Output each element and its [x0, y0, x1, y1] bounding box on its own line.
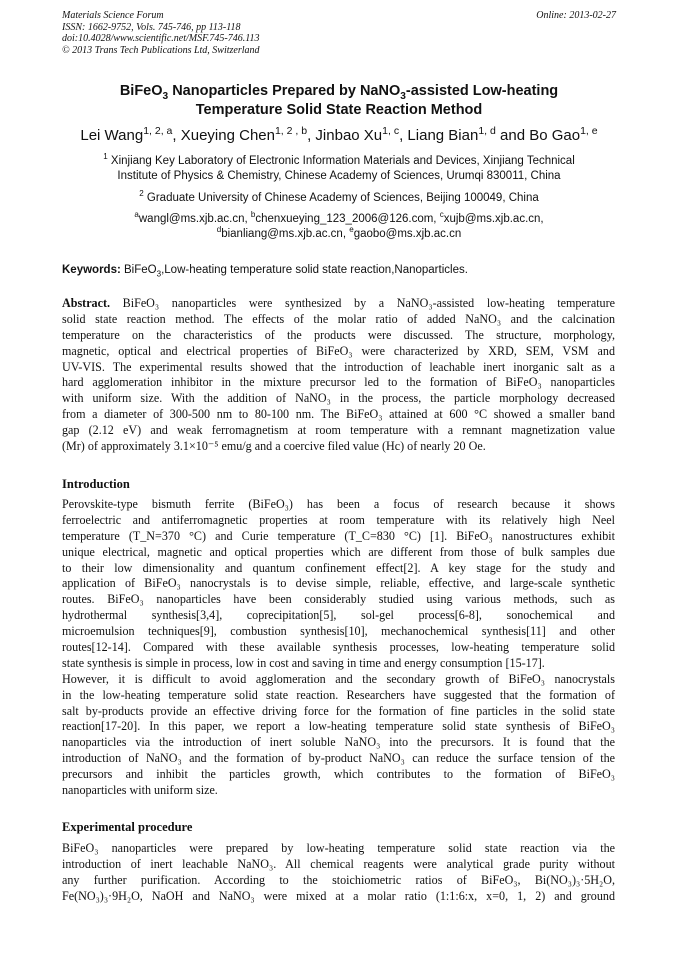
author: Liang Bian$^{1, d}$ and: [407, 125, 530, 144]
paper-title: [40, 82, 638, 120]
experimental-line: Fe(NO₃)₃·9H₂O, NaOH and NaNO₃ were mixed at a molar ratio (1:1:6:x, x=0, 1, 2) and ground: [62, 888, 615, 903]
intro-line: ferroelectric and antiferromagnetic properties at room temperature with its relatively high Neel: [62, 512, 615, 527]
intro-line: However, it is difficult to avoid agglomeration and the secondary growth of BiFeO₃ nanocrystals: [62, 671, 615, 686]
abstract-line: UV-VIS. The experimental results showed that the introduction of leachable inert inorganic salt as a: [62, 359, 615, 374]
intro-line: precursors and inhibit the particles growth, which contributes to the formation of BiFeO₃: [62, 767, 615, 782]
intro-line: microemulsion techniques[9], combustion synthesis[10], mechanochemical synthesis[11] and other: [62, 624, 615, 639]
copyright-line: © 2013 Trans Tech Publications Ltd, Switzerland: [62, 44, 260, 56]
abstract-line: Abstract. BiFeO₃ nanoparticles were synthesized by a NaNO₃-assisted low-heating temperature: [62, 296, 615, 310]
keywords-label: Keywords:: [62, 264, 121, 276]
abstract-line: hard agglomeration inhibitor in the mixture precursor led to the formation of BiFeO₃ nanoparticles: [62, 375, 615, 390]
author: Bo Gao$^{1, e}$: [529, 125, 598, 144]
intro-line: routes[12-14]. Compared with these available synthesis processes, low-heating temperature solid: [62, 640, 615, 655]
online-date: Online: 2013-02-27: [536, 10, 616, 21]
intro-line: nanoparticles with uniform size.: [62, 783, 218, 798]
affiliation-1: $^1$ Xinjiang Key Laboratory of Electronic Information Materials and Devices, Xinjiang Technical Institute of Physics & Chemistry, Chinese Academy of Sciences, Urumqi 830011, China: [103, 152, 575, 182]
affiliation-2: $^2$ Graduate University of Chinese Academy of Sciences, Beijing 100049, China: [139, 189, 539, 204]
introduction-heading: Introduction: [62, 477, 130, 491]
intro-line: hydrothermal synthesis[3,4], coprecipitation[5], sol-gel process[6-8], sonochemical and: [62, 608, 615, 623]
intro-line: Perovskite-type bismuth ferrite (BiFeO₃) has been a focus of research because it shows: [62, 497, 615, 511]
abstract-line: solid state reaction method. The effects of the molar ratio of added NaNO₃ and the calcination: [62, 311, 615, 326]
intro-line: nanoparticles via the introduction of inert soluble NaNO₃ into the precursors. It is found that the: [62, 735, 615, 750]
author-list: [20, 126, 658, 146]
author: Lei Wang$^{1, 2, a}$,: [80, 125, 181, 144]
intro-line: salt by-products provide an effective driving force for the formation of fine particles in the solid state: [62, 703, 615, 718]
journal-name: Materials Science Forum: [62, 10, 164, 21]
email-link[interactable]: bianliang@ms.xjb.ac.cn,: [221, 228, 350, 240]
intro-line: state synthesis is simple in process, low in cost and saving in time and energy consumption [15-17].: [62, 655, 545, 670]
experimental-line: introduction of inert leachable NaNO₃. All chemical reagents were analytical grade purity without: [62, 856, 615, 871]
introduction-body: [62, 497, 615, 799]
experimental-body: [62, 841, 615, 905]
email-link[interactable]: xujb@ms.xjb.ac.cn,: [443, 213, 544, 225]
intro-line: introduction of NaNO₃ and the formation of by-product NaNO₃ can reduce the surface tension of the: [62, 751, 615, 766]
abstract-line: from a diameter of 300-500 nm to 80-100 nm. The BiFeO₃ attained at 600 °C showed a smaller band: [62, 407, 615, 422]
email-list: $^a$wangl@ms.xjb.ac.cn, $^b$chenxueying_123_2006@126.com, $^c$xujb@ms.xjb.ac.cn, $^d$bianliang@ms.xjb.ac.cn, $^e$gaobo@ms.xjb.ac.cn: [134, 210, 544, 240]
email-link[interactable]: gaobo@ms.xjb.ac.cn: [353, 228, 462, 240]
abstract-line: temperature on the characteristics of the products were discussed. The structure, morphology,: [62, 327, 615, 342]
email-link[interactable]: chenxueying_123_2006@126.com,: [255, 213, 440, 225]
experimental-line: any further purification. According to the stoichiometric ratios of BiFeO₃, Bi(NO₃)₃·5H₂O,: [62, 872, 615, 887]
doi-line[interactable]: doi:10.4028/www.scientific.net/MSF.745-746.113: [62, 33, 260, 44]
intro-line: to their low dimensionality and quantum confinement effect[2]. A key stage for the study and: [62, 560, 615, 575]
email-link[interactable]: wangl@ms.xjb.ac.cn,: [138, 213, 251, 225]
abstract-line: with uniform size. With the addition of NaNO₃ in the process, the particle morphology decreased: [62, 391, 615, 406]
issn-line: ISSN: 1662-9752, Vols. 745-746, pp 113-118: [62, 21, 241, 33]
abstract-line: (Mr) of approximately 3.1×10⁻⁵ emu/g and a coercive filed value (Hc) of nearly 20 Oe.: [62, 439, 486, 454]
experimental-heading: Experimental procedure: [62, 820, 193, 834]
author: Xueying Chen$^{1, 2 , b}$,: [180, 125, 316, 144]
intro-line: in the low-heating temperature solid state reaction. Researchers have suggested that the formation of: [62, 687, 615, 702]
title-line-2: Temperature Solid State Reaction Method: [195, 102, 483, 118]
abstract-line: gap (2.12 eV) and weak ferromagnetism at room temperature with a remnant magnetization value: [62, 423, 615, 438]
intro-line: unique electrical, magnetic and optical properties which are different from those of bulk samples due: [62, 544, 615, 559]
abstract-line: magnetic, optical and electrical properties of BiFeO₃ were characterized by XRD, SEM, VSM and: [62, 343, 615, 358]
intro-line: reaction[17-20]. In this paper, we report a low-heating temperature solid state synthesis of BiFeO₃: [62, 719, 615, 734]
intro-line: application of BiFeO₃ nanocrystals is to devise simple, reliable, effective, and large-scale synthetic: [62, 576, 615, 591]
abstract: [62, 296, 615, 455]
title-line-1: BiFeO$_3$ Nanoparticles Prepared by NaNO$_3$-assisted Low-heating: [119, 83, 559, 102]
journal-header: [62, 10, 260, 56]
intro-line: routes. BiFeO₃ nanoparticles have been considerably studied using various methods, such as: [62, 592, 615, 607]
author: Jinbao Xu$^{1, c}$,: [315, 125, 408, 144]
experimental-line: BiFeO₃ nanoparticles were prepared by low-heating temperature solid state reaction via the: [62, 841, 615, 855]
keywords: Keywords: BiFeO$_3$,Low-heating temperature solid state reaction,Nanoparticles.: [62, 264, 468, 279]
intro-line: temperature (T_N=370 °C) and Curie temperature (T_C=830 °C) [1]. BiFeO₃ nanostructures exhibit: [62, 528, 615, 543]
